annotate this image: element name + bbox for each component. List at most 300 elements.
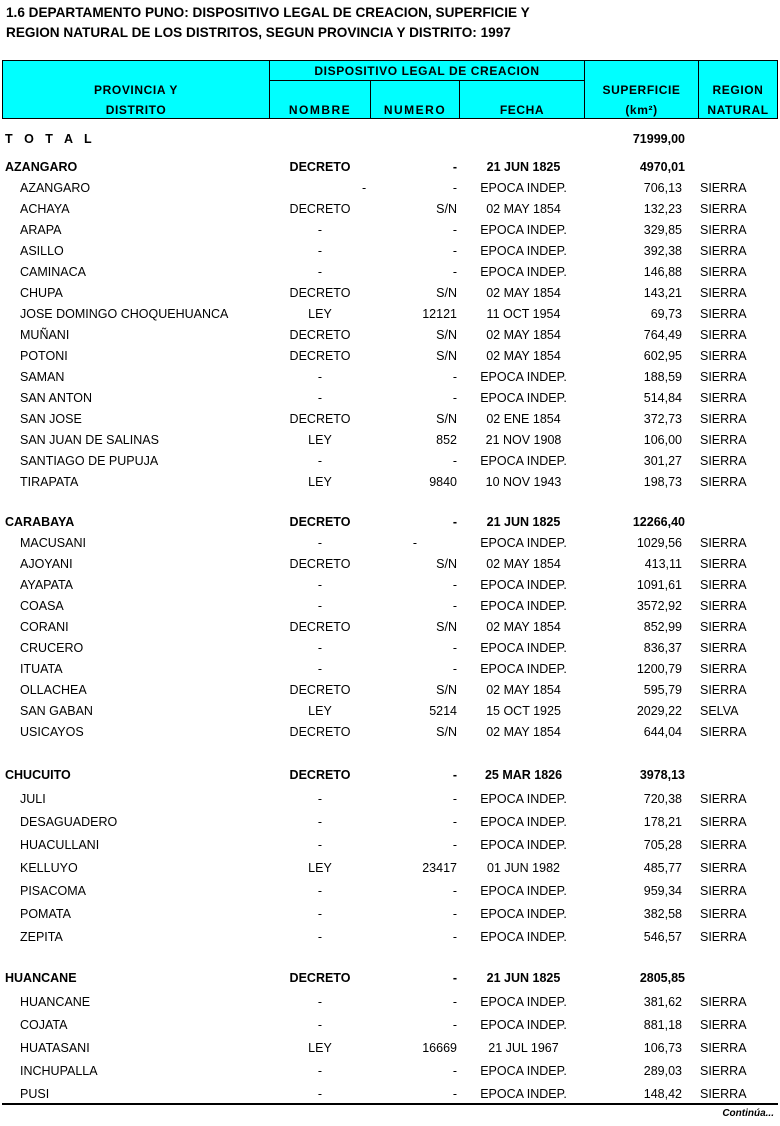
table-row xyxy=(2,388,778,408)
row-superficie: 188,59 xyxy=(643,370,682,384)
row-superficie: 178,21 xyxy=(643,815,682,829)
row-name: CARABAYA xyxy=(5,515,75,529)
row-name: COJATA xyxy=(20,1018,68,1032)
row-numero: - xyxy=(452,884,457,898)
table-row xyxy=(2,701,778,721)
row-superficie: 3978,13 xyxy=(639,768,685,782)
row-numero: - xyxy=(452,265,457,279)
row-numero: - xyxy=(452,1018,457,1032)
table-row xyxy=(2,575,778,595)
row-fecha: 21 JUN 1825 xyxy=(486,515,561,529)
table-row xyxy=(2,262,778,282)
row-fecha: 02 ENE 1854 xyxy=(486,412,561,426)
row-nombre: - xyxy=(317,223,323,237)
row-fecha: 02 MAY 1854 xyxy=(486,286,561,300)
row-nombre: DECRETO xyxy=(289,160,351,174)
row-fecha: 21 JUN 1825 xyxy=(486,160,561,174)
header-superficie: SUPERFICIE xyxy=(602,83,681,97)
row-name: HUATASANI xyxy=(20,1041,90,1055)
row-name: CHUPA xyxy=(20,286,63,300)
row-numero: S/N xyxy=(436,557,457,571)
row-name: AZANGARO xyxy=(5,160,78,174)
row-superficie: 329,85 xyxy=(643,223,682,237)
row-name: INCHUPALLA xyxy=(20,1064,98,1078)
row-fecha: EPOCA INDEP. xyxy=(480,838,567,852)
row-superficie: 381,62 xyxy=(643,995,682,1009)
row-superficie: 959,34 xyxy=(643,884,682,898)
row-fecha: 21 JUL 1967 xyxy=(488,1041,559,1055)
table-row xyxy=(2,881,778,901)
row-fecha: EPOCA INDEP. xyxy=(480,223,567,237)
row-name: ZEPITA xyxy=(20,930,63,944)
row-region: SIERRA xyxy=(700,181,747,195)
table-row xyxy=(2,638,778,658)
row-numero: - xyxy=(452,244,457,258)
row-numero: S/N xyxy=(436,412,457,426)
row-numero: - xyxy=(452,1087,457,1101)
row-nombre: - xyxy=(317,930,323,944)
row-superficie: 836,37 xyxy=(643,641,682,655)
header-numero: NUMERO xyxy=(383,103,447,117)
row-numero: S/N xyxy=(436,349,457,363)
row-fecha: 25 MAR 1826 xyxy=(484,768,563,782)
row-superficie: 148,42 xyxy=(643,1087,682,1101)
row-name: PUSI xyxy=(20,1087,50,1101)
row-region: SIERRA xyxy=(700,1018,747,1032)
row-numero: - xyxy=(452,662,457,676)
row-region: SIERRA xyxy=(700,930,747,944)
table-row xyxy=(2,904,778,924)
row-name: ACHAYA xyxy=(20,202,70,216)
row-region: SIERRA xyxy=(700,884,747,898)
row-nombre: DECRETO xyxy=(289,286,351,300)
row-nombre: - xyxy=(317,244,323,258)
row-numero: S/N xyxy=(436,202,457,216)
row-numero: - xyxy=(452,160,457,174)
row-fecha: EPOCA INDEP. xyxy=(480,1087,567,1101)
row-nombre: - xyxy=(317,1064,323,1078)
bottom-rule xyxy=(2,1103,778,1105)
row-superficie: 132,23 xyxy=(643,202,682,216)
table-row xyxy=(2,199,778,219)
row-nombre: - xyxy=(317,907,323,921)
row-nombre: DECRETO xyxy=(289,349,351,363)
row-name: PISACOMA xyxy=(20,884,86,898)
row-fecha: 01 JUN 1982 xyxy=(487,861,560,875)
row-name: COASA xyxy=(20,599,64,613)
row-superficie: 1091,61 xyxy=(636,578,682,592)
row-name: SAN ANTON xyxy=(20,391,93,405)
row-superficie: 644,04 xyxy=(643,725,682,739)
row-region: SIERRA xyxy=(700,907,747,921)
row-numero: - xyxy=(452,995,457,1009)
row-fecha: EPOCA INDEP. xyxy=(480,578,567,592)
row-numero: S/N xyxy=(436,328,457,342)
row-region: SIERRA xyxy=(700,328,747,342)
row-name: SAMAN xyxy=(20,370,65,384)
row-nombre: DECRETO xyxy=(289,768,351,782)
row-fecha: EPOCA INDEP. xyxy=(480,907,567,921)
header-nombre: NOMBRE xyxy=(288,103,352,117)
row-name: AYAPATA xyxy=(20,578,74,592)
row-name: JULI xyxy=(20,792,46,806)
table-header xyxy=(2,60,778,119)
table-row xyxy=(2,325,778,345)
row-nombre: DECRETO xyxy=(289,557,351,571)
row-superficie: 1200,79 xyxy=(636,662,682,676)
row-name: HUANCANE xyxy=(20,995,91,1009)
row-nombre: DECRETO xyxy=(289,412,351,426)
table-row xyxy=(2,367,778,387)
row-name: HUANCANE xyxy=(5,971,77,985)
row-nombre: - xyxy=(317,995,323,1009)
row-fecha: EPOCA INDEP. xyxy=(480,181,567,195)
row-name: ITUATA xyxy=(20,662,63,676)
header-region: REGION xyxy=(712,83,764,97)
header-fecha: FECHA xyxy=(499,103,545,117)
row-numero: - xyxy=(452,391,457,405)
row-region: SIERRA xyxy=(700,578,747,592)
row-fecha: EPOCA INDEP. xyxy=(480,641,567,655)
row-nombre: DECRETO xyxy=(289,328,351,342)
row-region: SIERRA xyxy=(700,838,747,852)
row-region: SIERRA xyxy=(700,861,747,875)
header-distrito: DISTRITO xyxy=(105,103,167,117)
table-row xyxy=(2,346,778,366)
header-superficie-unit: (km²) xyxy=(625,103,658,117)
row-region: SIERRA xyxy=(700,620,747,634)
row-superficie: 764,49 xyxy=(643,328,682,342)
row-numero: 12121 xyxy=(422,307,457,321)
row-fecha: 10 NOV 1943 xyxy=(485,475,562,489)
province-row xyxy=(2,157,778,177)
row-region: SIERRA xyxy=(700,725,747,739)
row-nombre: LEY xyxy=(308,433,332,447)
row-nombre: - xyxy=(317,265,323,279)
row-superficie: 71999,00 xyxy=(632,132,685,146)
row-superficie: 2029,22 xyxy=(636,704,682,718)
row-region: SIERRA xyxy=(700,536,747,550)
total-row xyxy=(2,129,778,149)
row-superficie: 514,84 xyxy=(643,391,682,405)
row-fecha: EPOCA INDEP. xyxy=(480,536,567,550)
row-superficie: 392,38 xyxy=(643,244,682,258)
row-name: ARAPA xyxy=(20,223,62,237)
row-nombre: - xyxy=(317,1087,323,1101)
row-fecha: EPOCA INDEP. xyxy=(480,1018,567,1032)
row-numero: - xyxy=(452,815,457,829)
row-name: MUÑANI xyxy=(20,328,70,342)
row-numero: - xyxy=(452,838,457,852)
row-name: CAMINACA xyxy=(20,265,86,279)
row-region: SIERRA xyxy=(700,1064,747,1078)
table-row xyxy=(2,789,778,809)
table-row xyxy=(2,554,778,574)
row-numero: - xyxy=(452,599,457,613)
row-nombre: - xyxy=(317,578,323,592)
row-name: SAN GABAN xyxy=(20,704,93,718)
row-fecha: EPOCA INDEP. xyxy=(480,815,567,829)
table-row xyxy=(2,430,778,450)
province-row xyxy=(2,512,778,532)
row-region: SIERRA xyxy=(700,995,747,1009)
row-name: CRUCERO xyxy=(20,641,84,655)
row-name: SAN JUAN DE SALINAS xyxy=(20,433,159,447)
row-region: SIERRA xyxy=(700,662,747,676)
row-superficie: 12266,40 xyxy=(632,515,685,529)
row-region: SIERRA xyxy=(700,286,747,300)
row-nombre: LEY xyxy=(308,704,332,718)
row-numero: S/N xyxy=(436,725,457,739)
row-region: SIERRA xyxy=(700,433,747,447)
row-fecha: 15 OCT 1925 xyxy=(486,704,561,718)
header-provincia: PROVINCIA Y xyxy=(94,83,178,97)
row-region: SIERRA xyxy=(700,683,747,697)
row-fecha: 02 MAY 1854 xyxy=(486,328,561,342)
table-row xyxy=(2,304,778,324)
row-superficie: 372,73 xyxy=(643,412,682,426)
row-name: HUACULLANI xyxy=(20,838,100,852)
row-numero: 23417 xyxy=(422,861,457,875)
row-numero: - xyxy=(452,515,457,529)
table-row xyxy=(2,722,778,742)
table-row xyxy=(2,178,778,198)
table-row xyxy=(2,283,778,303)
row-fecha: EPOCA INDEP. xyxy=(480,391,567,405)
row-nombre: - xyxy=(317,1018,323,1032)
row-superficie: 289,03 xyxy=(643,1064,682,1078)
row-superficie: 706,13 xyxy=(643,181,682,195)
document-title xyxy=(6,3,776,43)
row-fecha: 11 OCT 1954 xyxy=(486,307,561,321)
row-fecha: 02 MAY 1854 xyxy=(486,725,561,739)
row-nombre: LEY xyxy=(308,475,332,489)
row-nombre: LEY xyxy=(308,307,332,321)
row-superficie: 595,79 xyxy=(643,683,682,697)
row-numero: - xyxy=(452,454,457,468)
row-superficie: 3572,92 xyxy=(636,599,682,613)
row-fecha: EPOCA INDEP. xyxy=(480,244,567,258)
row-numero: - xyxy=(452,1064,457,1078)
row-nombre: - xyxy=(317,536,323,550)
row-name: SANTIAGO DE PUPUJA xyxy=(20,454,159,468)
row-region: SIERRA xyxy=(700,557,747,571)
table-row xyxy=(2,992,778,1012)
row-fecha: 02 MAY 1854 xyxy=(486,683,561,697)
row-superficie: 602,95 xyxy=(643,349,682,363)
row-region: SIERRA xyxy=(700,307,747,321)
row-nombre: - xyxy=(317,391,323,405)
table-row xyxy=(2,1084,778,1104)
row-numero: - xyxy=(452,907,457,921)
row-superficie: 1029,56 xyxy=(636,536,682,550)
row-numero: - xyxy=(412,536,418,550)
row-fecha: EPOCA INDEP. xyxy=(480,930,567,944)
row-region: SIERRA xyxy=(700,815,747,829)
row-fecha: 21 NOV 1908 xyxy=(485,433,562,447)
row-numero: - xyxy=(452,792,457,806)
table-row xyxy=(2,1061,778,1081)
row-nombre: DECRETO xyxy=(289,725,351,739)
row-nombre: - xyxy=(317,792,323,806)
row-name: AJOYANI xyxy=(20,557,73,571)
title-line-1: 1.6 DEPARTAMENTO PUNO: DISPOSITIVO LEGAL DE CREACION, SUPERFICIE Y xyxy=(6,5,530,20)
row-numero: S/N xyxy=(436,683,457,697)
row-region: SIERRA xyxy=(700,202,747,216)
row-superficie: 301,27 xyxy=(643,454,682,468)
row-fecha: EPOCA INDEP. xyxy=(480,454,567,468)
row-region: SIERRA xyxy=(700,454,747,468)
row-region: SIERRA xyxy=(700,599,747,613)
row-numero: 16669 xyxy=(422,1041,457,1055)
row-superficie: 4970,01 xyxy=(639,160,685,174)
row-fecha: EPOCA INDEP. xyxy=(480,265,567,279)
row-fecha: EPOCA INDEP. xyxy=(480,370,567,384)
row-region: SIERRA xyxy=(700,792,747,806)
row-superficie: 106,73 xyxy=(643,1041,682,1055)
table-row xyxy=(2,680,778,700)
row-superficie: 69,73 xyxy=(650,307,682,321)
row-superficie: 413,11 xyxy=(644,557,682,571)
row-numero: - xyxy=(452,971,457,985)
row-superficie: 382,58 xyxy=(643,907,682,921)
row-nombre: LEY xyxy=(308,1041,332,1055)
row-region: SIERRA xyxy=(700,391,747,405)
row-fecha: EPOCA INDEP. xyxy=(480,599,567,613)
row-numero: - xyxy=(452,930,457,944)
row-nombre: - xyxy=(317,815,323,829)
row-region: SIERRA xyxy=(700,1087,747,1101)
row-numero: 852 xyxy=(436,433,457,447)
province-row xyxy=(2,968,778,988)
row-region: SIERRA xyxy=(700,370,747,384)
row-nombre: DECRETO xyxy=(289,683,351,697)
row-name: USICAYOS xyxy=(20,725,84,739)
row-fecha: EPOCA INDEP. xyxy=(480,662,567,676)
row-fecha: 02 MAY 1854 xyxy=(486,349,561,363)
table-row xyxy=(2,241,778,261)
row-fecha: 02 MAY 1854 xyxy=(486,202,561,216)
row-nombre: LEY xyxy=(308,861,332,875)
header-region-natural: NATURAL xyxy=(707,103,769,117)
row-name: JOSE DOMINGO CHOQUEHUANCA xyxy=(20,307,229,321)
row-superficie: 881,18 xyxy=(643,1018,682,1032)
row-name: POTONI xyxy=(20,349,68,363)
table-row xyxy=(2,220,778,240)
row-numero: S/N xyxy=(436,286,457,300)
row-name: CHUCUITO xyxy=(5,768,71,782)
row-name: POMATA xyxy=(20,907,71,921)
header-dispositivo: DISPOSITIVO LEGAL DE CREACION xyxy=(314,64,540,78)
row-numero: 9840 xyxy=(429,475,457,489)
row-nombre: DECRETO xyxy=(289,971,351,985)
row-superficie: 146,88 xyxy=(643,265,682,279)
table-row xyxy=(2,409,778,429)
row-nombre-dash: - xyxy=(362,181,367,195)
table-row xyxy=(2,858,778,878)
row-superficie: 143,21 xyxy=(643,286,682,300)
table-row xyxy=(2,812,778,832)
row-name: AZANGARO xyxy=(20,181,91,195)
row-region: SIERRA xyxy=(700,641,747,655)
row-name: KELLUYO xyxy=(20,861,78,875)
row-name: DESAGUADERO xyxy=(20,815,118,829)
table-row xyxy=(2,617,778,637)
row-region: SIERRA xyxy=(700,223,747,237)
row-nombre: - xyxy=(317,370,323,384)
row-fecha: EPOCA INDEP. xyxy=(480,792,567,806)
row-numero: - xyxy=(452,370,457,384)
row-numero: - xyxy=(452,181,457,195)
row-nombre: - xyxy=(317,884,323,898)
row-name: TIRAPATA xyxy=(20,475,79,489)
table-row xyxy=(2,596,778,616)
row-name: ASILLO xyxy=(20,244,64,258)
row-numero: 5214 xyxy=(429,704,457,718)
table-row xyxy=(2,927,778,947)
row-region: SIERRA xyxy=(700,475,747,489)
row-region: SIERRA xyxy=(700,349,747,363)
continua-note: Continúa... xyxy=(722,1108,774,1119)
row-fecha: 02 MAY 1854 xyxy=(486,620,561,634)
row-nombre: DECRETO xyxy=(289,515,351,529)
row-name: SAN JOSE xyxy=(20,412,82,426)
table-row xyxy=(2,472,778,492)
row-numero: - xyxy=(452,641,457,655)
table-row xyxy=(2,1038,778,1058)
row-superficie: 852,99 xyxy=(643,620,682,634)
row-superficie: 2805,85 xyxy=(639,971,685,985)
row-region: SELVA xyxy=(700,704,739,718)
row-superficie: 198,73 xyxy=(643,475,682,489)
row-fecha: EPOCA INDEP. xyxy=(480,884,567,898)
row-superficie: 106,00 xyxy=(643,433,682,447)
province-row xyxy=(2,765,778,785)
row-nombre: - xyxy=(317,662,323,676)
row-nombre: - xyxy=(317,838,323,852)
row-superficie: 485,77 xyxy=(643,861,682,875)
table-row xyxy=(2,1015,778,1035)
row-nombre: - xyxy=(317,599,323,613)
row-numero: - xyxy=(452,578,457,592)
row-nombre: - xyxy=(317,454,323,468)
table-row xyxy=(2,659,778,679)
row-name: T O T A L xyxy=(5,132,96,146)
row-nombre: DECRETO xyxy=(289,202,351,216)
row-region: SIERRA xyxy=(700,244,747,258)
row-fecha: 02 MAY 1854 xyxy=(486,557,561,571)
title-line-2: REGION NATURAL DE LOS DISTRITOS, SEGUN PROVINCIA Y DISTRITO: 1997 xyxy=(6,25,511,40)
row-superficie: 705,28 xyxy=(643,838,682,852)
row-superficie: 546,57 xyxy=(643,930,682,944)
row-region: SIERRA xyxy=(700,412,747,426)
row-numero: - xyxy=(452,768,457,782)
row-nombre: DECRETO xyxy=(289,620,351,634)
row-region: SIERRA xyxy=(700,1041,747,1055)
row-name: OLLACHEA xyxy=(20,683,87,697)
row-region: SIERRA xyxy=(700,265,747,279)
row-numero: - xyxy=(452,223,457,237)
row-fecha: 21 JUN 1825 xyxy=(486,971,561,985)
row-nombre: - xyxy=(317,641,323,655)
table-row xyxy=(2,451,778,471)
row-name: MACUSANI xyxy=(20,536,86,550)
table-row xyxy=(2,533,778,553)
row-fecha: EPOCA INDEP. xyxy=(480,1064,567,1078)
row-numero: S/N xyxy=(436,620,457,634)
row-superficie: 720,38 xyxy=(643,792,682,806)
row-name: CORANI xyxy=(20,620,69,634)
